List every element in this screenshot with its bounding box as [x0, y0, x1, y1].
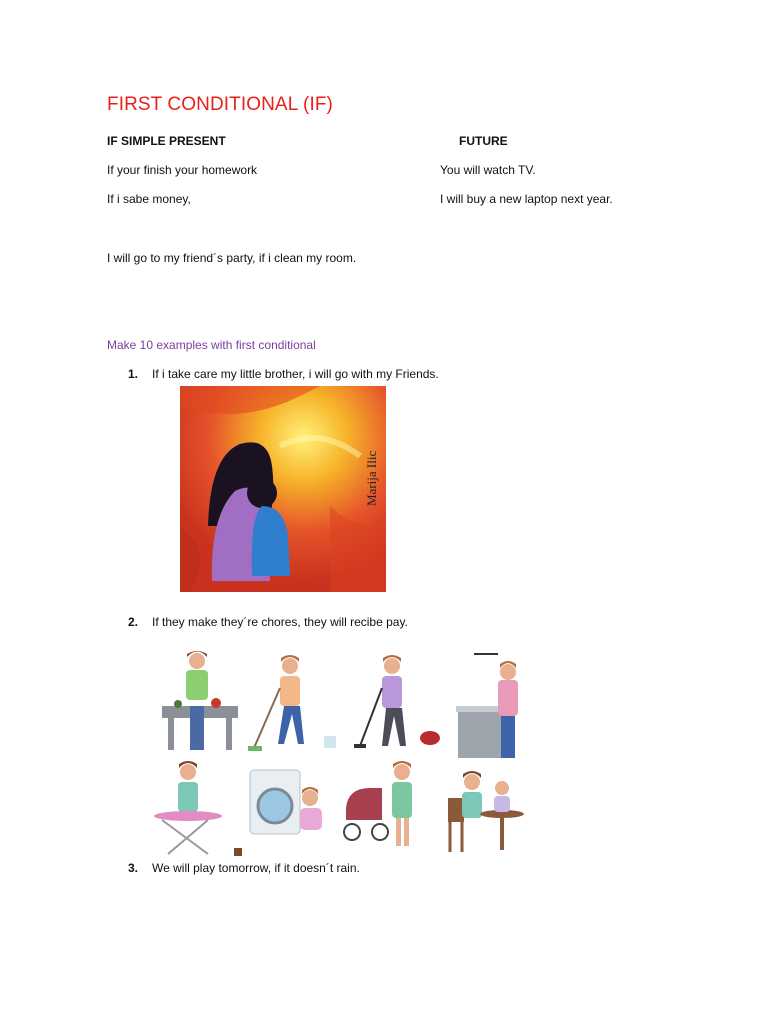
- vacuuming-figure: [354, 655, 440, 748]
- row-1-condition: If your finish your homework: [107, 163, 258, 177]
- page-title: FIRST CONDITIONAL (IF): [107, 94, 333, 115]
- mopping-figure: [248, 655, 336, 751]
- example-2-number: 2.: [128, 615, 139, 629]
- dishwashing-figure: [456, 654, 518, 758]
- chores-illustration: [150, 648, 530, 860]
- cooking-figure: [162, 651, 238, 750]
- stroller-figure: [344, 761, 412, 846]
- row-1-result: You will watch TV.: [440, 163, 536, 177]
- row-2-result: I will buy a new laptop next year.: [440, 192, 613, 206]
- table-header-left: IF SIMPLE PRESENT: [107, 134, 226, 148]
- example-2-text: If they make they´re chores, they will recibe pay.: [152, 615, 408, 629]
- feeding-figure: [448, 771, 524, 852]
- example-3-text: We will play tomorrow, if it doesn´t rain.: [152, 861, 360, 875]
- table-header-right: FUTURE: [459, 134, 508, 148]
- extra-example: I will go to my friend´s party, if i clean my room.: [107, 251, 357, 265]
- instruction: Make 10 examples with first conditional: [107, 338, 316, 352]
- row-2-condition: If i sabe money,: [107, 192, 191, 206]
- laundry-figure: [234, 770, 322, 856]
- ironing-figure: [154, 761, 222, 854]
- example-1-number: 1.: [128, 367, 139, 381]
- painting-mother-child: [180, 386, 386, 592]
- example-1-text: If i take care my little brother, i will go with my Friends.: [152, 367, 439, 381]
- painting-signature: Marija Ilic: [364, 450, 379, 506]
- example-3-number: 3.: [128, 861, 139, 875]
